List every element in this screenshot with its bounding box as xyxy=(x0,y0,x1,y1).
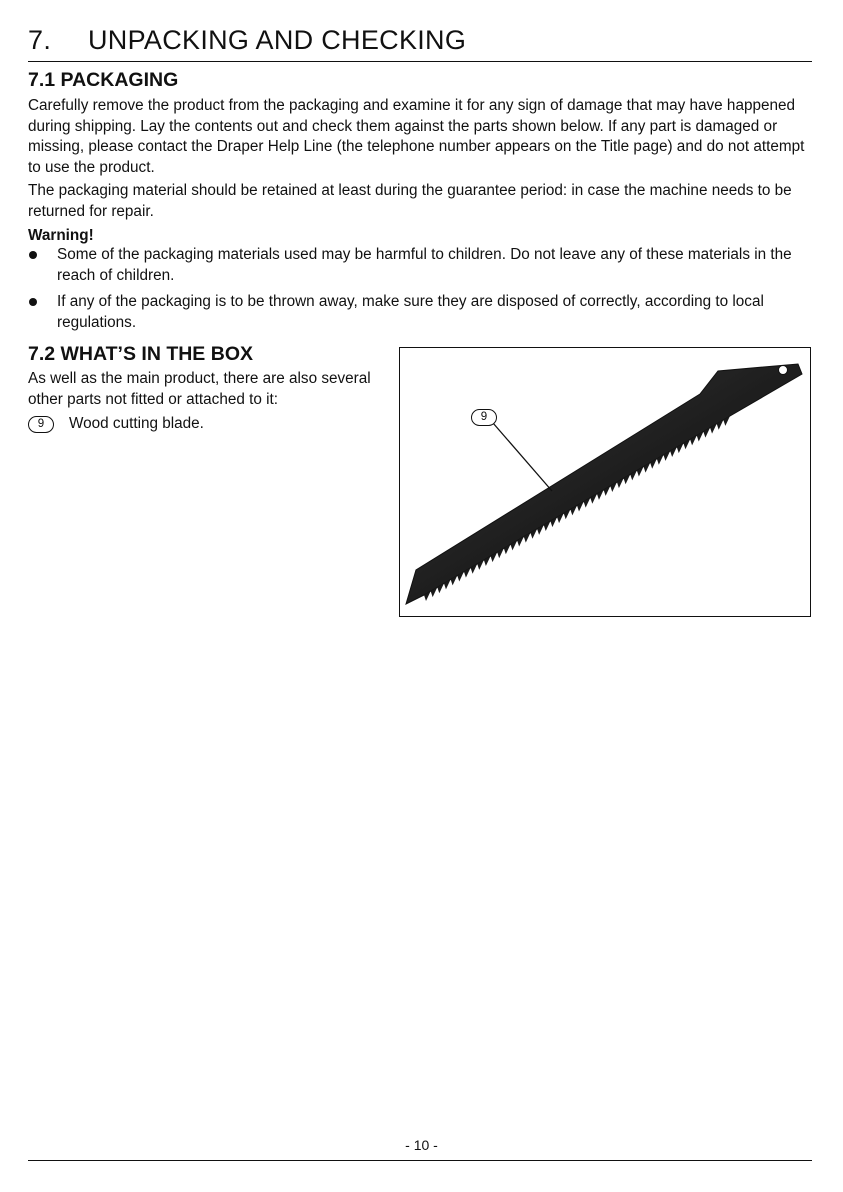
section-heading-packaging: 7.1 PACKAGING xyxy=(28,69,179,91)
part-number-badge: 9 xyxy=(28,416,54,433)
saw-blade-icon xyxy=(400,348,809,615)
warning-item xyxy=(28,245,818,286)
bullet-icon xyxy=(29,251,37,259)
mounting-hole xyxy=(779,366,788,375)
warning-item xyxy=(28,292,818,333)
part-label: Wood cutting blade. xyxy=(69,415,204,432)
warning-label: Warning! xyxy=(28,227,94,244)
figure-callout: 9 xyxy=(471,409,497,426)
bullet-icon xyxy=(29,298,37,306)
page-number: - 10 - xyxy=(405,1137,438,1153)
warning-item-text: Some of the packaging materials used may be harmful to children. Do not leave any of these materials in the reach of children. xyxy=(57,246,792,284)
blade-teeth xyxy=(424,416,730,601)
packaging-text-1: Carefully remove the product from the packaging and examine it for any sign of damage that may have happened during shipping. Lay the contents out and check them against the parts shown below. If any part is damaged or missing, please contact the Draper Help Line (the telephone number appears on the Title page) and do not attempt to use the product. xyxy=(28,97,805,176)
box-contents-intro: As well as the main product, there are also several other parts not fitted or attached to it: xyxy=(28,370,371,408)
footer-divider xyxy=(28,1160,812,1161)
chapter-title: UNPACKING AND CHECKING xyxy=(88,25,467,55)
packaging-text-2: The packaging material should be retained at least during the guarantee period: in case the machine needs to be returned for repair. xyxy=(28,182,792,220)
callout-leader xyxy=(493,423,552,491)
chapter-number: 7. xyxy=(28,25,52,55)
part-list-item xyxy=(28,414,204,434)
packaging-paragraph-2 xyxy=(28,181,818,222)
blade-body xyxy=(406,364,802,604)
blade-figure xyxy=(399,347,811,617)
header-divider xyxy=(28,61,812,62)
page-title xyxy=(28,22,812,58)
packaging-paragraph-1 xyxy=(28,96,818,178)
warning-list xyxy=(28,245,818,339)
section-heading-box-contents: 7.2 WHAT’S IN THE BOX xyxy=(28,343,253,365)
warning-item-text: If any of the packaging is to be thrown away, make sure they are disposed of correctly, according to local regulations. xyxy=(57,293,764,331)
